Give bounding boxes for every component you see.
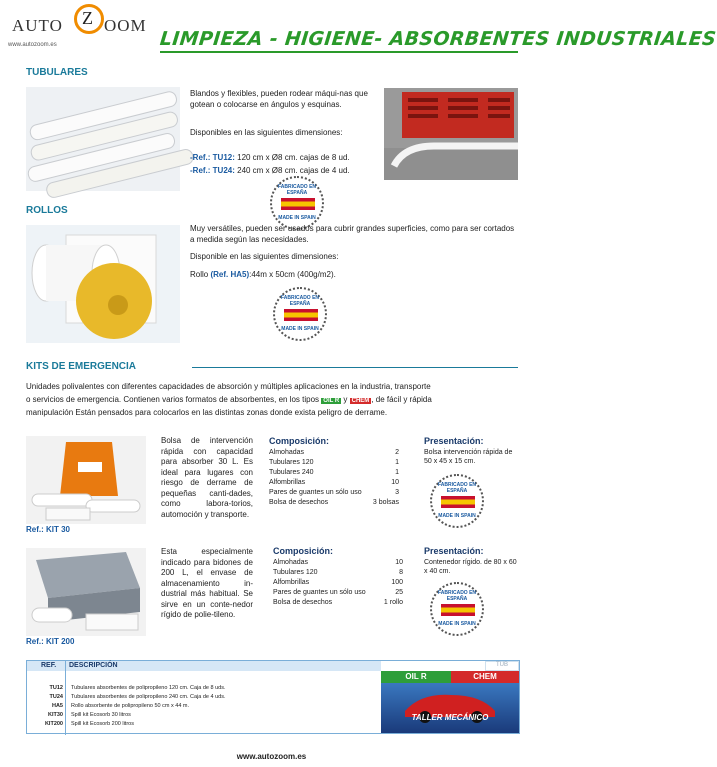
tubulares-illustration — [26, 87, 180, 191]
tubulares-description: Blandos y flexibles, pueden rodear máqui-nas que gotean o colocarse en ángulos y esquinas. — [190, 89, 368, 109]
roll-prefix: Rollo — [190, 270, 211, 279]
seal-top-text: FABRICADO EN ESPAÑA — [280, 295, 320, 307]
kit30-pres-text: Bolsa intervención rápida de 50 x 45 x 15 cm. — [424, 449, 513, 465]
kit200-pres-title: Presentación: — [424, 546, 484, 556]
comp-qty: 1 — [395, 459, 399, 466]
table-header — [27, 661, 381, 671]
kit200-image — [26, 548, 146, 636]
page-title: LIMPIEZA - HIGIENE- ABSORBENTES INDUSTRIALES — [158, 28, 717, 50]
comp-row — [273, 559, 403, 566]
made-in-spain-seal — [273, 287, 327, 341]
comp-item: Tubulares 120 — [273, 569, 318, 576]
comp-qty: 100 — [391, 579, 403, 586]
comp-row — [269, 449, 399, 456]
kit30-composition-list — [269, 449, 399, 519]
kit200-pres-text: Contenedor rígido. de 80 x 60 x 40 cm. — [424, 559, 517, 575]
comp-item: Alfombrillas — [269, 479, 306, 486]
table-row — [27, 685, 381, 693]
comp-row — [273, 579, 403, 586]
comp-row — [269, 479, 399, 486]
rollos-image — [26, 225, 180, 343]
comp-qty: 1 rollo — [383, 599, 403, 606]
comp-row — [273, 599, 403, 606]
ref-tu12-text: 120 cm x Ø8 cm. cajas de 8 ud. — [234, 153, 350, 162]
row-ref: TU12 — [49, 685, 63, 691]
header-rule — [160, 51, 518, 53]
comp-item: Pares de guantes un sólo uso — [269, 489, 362, 496]
comp-item: Alfombrillas — [273, 579, 310, 586]
spill-bag-illustration — [26, 436, 146, 524]
comp-qty: 3 bolsas — [372, 499, 399, 506]
made-in-spain-seal — [430, 582, 484, 636]
kits-intro-line-1: Unidades polivalentes con diferentes capacidades de absorción y múltiples aplicaciones en la industria, transporte — [26, 382, 431, 391]
comp-row — [273, 569, 403, 576]
seal-top-text: FABRICADO EN ESPAÑA — [437, 482, 477, 494]
seal-bottom-text: MADE IN SPAIN — [438, 513, 476, 519]
col-ref-header: REF. — [41, 662, 57, 669]
comp-item: Bolsa de desechos — [273, 599, 333, 606]
section-title-kits: KITS DE EMERGENCIA — [26, 361, 137, 372]
kit200-comp-title: Composición: — [273, 546, 333, 556]
comp-item: Almohadas — [273, 559, 309, 566]
comp-qty: 8 — [399, 569, 403, 576]
comp-item: Bolsa de desechos — [269, 499, 329, 506]
row-ref: KIT30 — [48, 712, 63, 718]
badge-oil-r: OIL R — [323, 398, 340, 404]
kits-intro-line-3: manipulación Están pensados para colocarlos en las distintas zonas donde exista peligro de derrame. — [26, 408, 388, 417]
row-ref: HA5 — [51, 703, 63, 709]
comp-item: Tubulares 240 — [269, 469, 314, 476]
logo-url: www.autozoom.es — [8, 42, 57, 48]
row-desc: Spill kit Ecosorb 30 litros — [71, 712, 131, 718]
table-row — [27, 694, 381, 702]
comp-qty: 3 — [395, 489, 399, 496]
spain-flag-icon — [281, 198, 315, 210]
ref-tu24-text: 240 cm x Ø8 cm. cajas de 4 ud. — [234, 166, 350, 175]
kit30-image — [26, 436, 146, 524]
chem-header: CHEM — [451, 671, 519, 683]
oil-r-header: OIL R — [381, 671, 451, 683]
comp-qty: 10 — [391, 479, 399, 486]
comp-row — [269, 469, 399, 476]
row-desc: Rollo absorbente de polipropileno 50 cm x 44 m. — [71, 703, 190, 709]
logo-z-mark — [74, 4, 104, 34]
comp-item: Tubulares 120 — [269, 459, 314, 466]
spain-flag-icon — [284, 309, 318, 321]
col-desc-header: DESCRIPCIÓN — [69, 662, 118, 669]
comp-row — [269, 489, 399, 496]
row-desc: Spill kit Ecosorb 200 litros — [71, 721, 134, 727]
table-row — [27, 703, 381, 711]
machine-illustration — [384, 88, 518, 180]
section-title-tubulares: TUBULARES — [26, 67, 88, 78]
kits-intro-line-2 — [26, 395, 526, 407]
taller-mecanico-title: TALLER MECÁNICO — [411, 713, 489, 722]
comp-row — [269, 459, 399, 466]
row-desc: Tubulares absorbentes de polipropileno 240 cm. Caja de 4 uds. — [71, 694, 226, 700]
badge-chem: CHEM — [351, 398, 370, 404]
kit30-description: Bolsa de intervención rápida con capacidad para absorber 30 L. Es ideal para lugares con riesgo de derrame de pequeñas canti-dades, como labora-torios, automoción y transporte. — [161, 436, 253, 519]
kit30-ref: Ref.: KIT 30 — [26, 525, 71, 534]
car-icon — [381, 683, 519, 733]
comp-qty: 10 — [395, 559, 403, 566]
footer-url[interactable]: www.autozoom.es — [236, 752, 307, 761]
seal-bottom-text: MADE IN SPAIN — [281, 326, 319, 332]
ref-tu12-label: -Ref.: TU12: — [190, 153, 235, 162]
comp-item: Almohadas — [269, 449, 305, 456]
rolls-illustration — [26, 225, 180, 343]
comp-row — [273, 589, 403, 596]
ref-tu24-label: -Ref.: TU24: — [190, 166, 235, 175]
tubulares-usage-image — [384, 88, 518, 180]
rollos-dims-intro: Disponible en las siguientes dimensiones: — [190, 252, 339, 261]
kits-intro-2b: y — [341, 395, 350, 404]
comp-item: Pares de guantes un sólo uso — [273, 589, 366, 596]
comp-qty: 2 — [395, 449, 399, 456]
autozoom-logo — [8, 6, 147, 48]
tubulares-dims-intro: Disponibles en las siguientes dimensiones: — [190, 128, 343, 137]
tubulares-ref-tu12 — [190, 153, 390, 164]
section-title-rollos: ROLLOS — [26, 205, 68, 216]
table-row — [27, 712, 381, 720]
seal-top-text: FABRICADO EN ESPAÑA — [277, 184, 317, 196]
kit30-comp-title: Composición: — [269, 436, 329, 446]
kit200-ref: Ref.: KIT 200 — [26, 637, 75, 646]
taller-mecanico-banner — [381, 683, 519, 733]
kits-intro-2a: o servicios de emergencia. Contienen varios formatos de absorbentes, en los tipos — [26, 395, 322, 404]
rollos-ref-ha5 — [190, 270, 490, 281]
kit200-description: Esta especialmente indicado para bidones de 200 L, el envase de almacenamiento in-dustrial más habitual. Se sirve en un conte-nedor rígido de polie-tileno. — [161, 547, 253, 619]
seal-top-text: FABRICADO EN ESPAÑA — [437, 590, 477, 602]
logo-z-letter: Z — [82, 8, 93, 28]
tab-tub: TUB — [485, 661, 519, 671]
table-row — [27, 721, 381, 729]
roll-ref-label: (Ref. HA5) — [210, 270, 250, 279]
seal-bottom-text: MADE IN SPAIN — [438, 621, 476, 627]
products-table — [26, 660, 520, 734]
row-desc: Tubulares absorbentes de polipropileno 120 cm. Caja de 8 uds. — [71, 685, 226, 691]
spain-flag-icon — [441, 496, 475, 508]
kits-intro-2c: , de fácil y rápida — [371, 395, 432, 404]
comp-row — [269, 499, 399, 506]
row-ref: KIT200 — [44, 721, 63, 727]
row-ref: TU24 — [49, 694, 63, 700]
logo-oom-text: OOM — [104, 16, 147, 35]
tubulares-image — [26, 87, 180, 191]
made-in-spain-seal — [430, 474, 484, 528]
tubulares-ref-tu24 — [190, 166, 390, 177]
made-in-spain-seal — [270, 176, 324, 230]
seal-bottom-text: MADE IN SPAIN — [278, 215, 316, 221]
logo-auto-text: AUTO — [12, 16, 63, 35]
section-rule-kits — [192, 367, 518, 368]
kit30-pres-title: Presentación: — [424, 436, 484, 446]
kit200-composition-list — [273, 559, 403, 619]
container-illustration — [26, 548, 146, 636]
rollos-description: Muy versátiles, pueden ser usados para cubrir grandes superficies, como para ser cortados a medida según las necesidades. — [190, 224, 515, 244]
comp-qty: 1 — [395, 469, 399, 476]
spain-flag-icon — [441, 604, 475, 616]
comp-qty: 25 — [395, 589, 403, 596]
roll-text: :44m x 50cm (400g/m2). — [249, 270, 336, 279]
